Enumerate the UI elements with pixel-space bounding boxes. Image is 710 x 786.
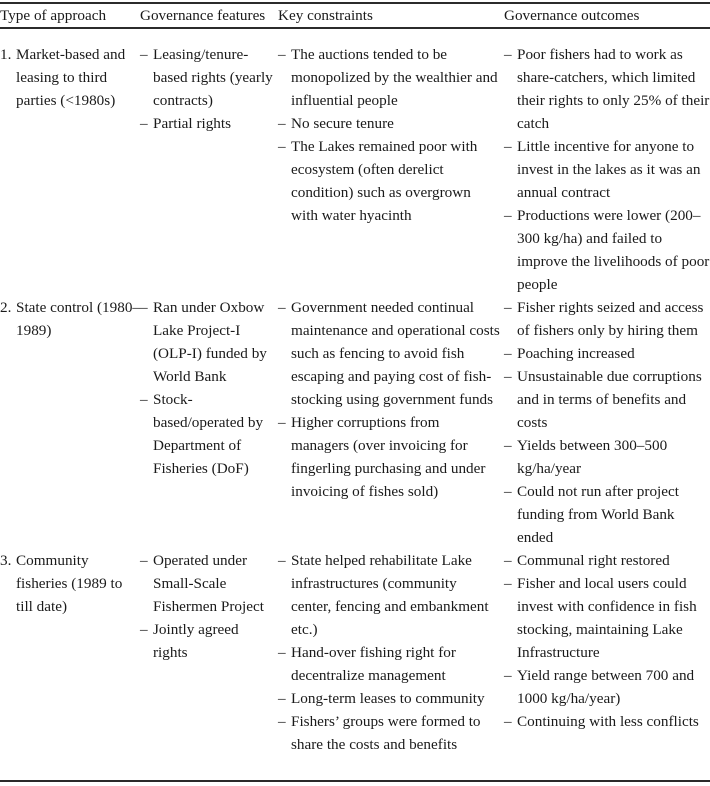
governance-approaches-body <box>0 29 710 756</box>
list-item-text: Government needed continual maintenance and operational costs such as fencing to avoid fish escaping and paying cost of fish-stocking using government funds <box>291 299 500 408</box>
cell-governance-outcomes <box>500 296 710 549</box>
approach-label: State control (1980–1989) <box>16 299 141 339</box>
dash-marker: – <box>504 713 512 730</box>
table-row <box>0 549 710 756</box>
dash-marker: – <box>504 46 512 63</box>
cell-type-of-approach <box>0 29 140 296</box>
list-item-text: Jointly agreed rights <box>153 621 239 661</box>
list-item <box>140 43 276 112</box>
list-item-text: Stock-based/operated by Department of Fisheries (DoF) <box>153 391 264 477</box>
list-item <box>278 710 500 756</box>
dash-marker: – <box>140 391 148 408</box>
governance-features-list <box>140 549 276 664</box>
row-number: 2. <box>0 299 12 316</box>
cell-type-of-approach <box>0 549 140 756</box>
governance-outcomes-list <box>504 549 710 733</box>
cell-key-constraints <box>276 549 500 756</box>
approach-label: Market-based and leasing to third parties (<1980s) <box>16 46 126 109</box>
column-header-key-constraints: Key constraints <box>278 7 373 24</box>
list-item <box>278 43 500 112</box>
dash-marker: – <box>278 414 286 431</box>
governance-outcomes-list <box>504 43 710 296</box>
key-constraints-list <box>278 43 500 227</box>
list-item <box>504 572 710 664</box>
list-item-text: The auctions tended to be monopolized by the wealthier and influential people <box>291 46 498 109</box>
row-number: 3. <box>0 552 12 569</box>
dash-marker: – <box>504 437 512 454</box>
list-item-text: Communal right restored <box>517 552 670 569</box>
dash-marker: – <box>140 299 148 316</box>
dash-marker: – <box>278 690 286 707</box>
governance-outcomes-list <box>504 296 710 549</box>
dash-marker: – <box>140 621 148 638</box>
list-item <box>0 296 140 342</box>
list-item <box>504 135 710 204</box>
table-bottom-rule <box>0 780 710 782</box>
column-header-governance-features: Governance features <box>140 7 266 24</box>
approach-numbered-item <box>0 549 140 618</box>
approach-numbered-item <box>0 296 140 342</box>
dash-marker: – <box>140 46 148 63</box>
dash-marker: – <box>278 299 286 316</box>
dash-marker: – <box>140 115 148 132</box>
table-header-row <box>0 4 710 27</box>
dash-marker: – <box>278 46 286 63</box>
list-item <box>504 710 710 733</box>
row-number: 1. <box>0 46 12 63</box>
list-item-text: Continuing with less conflicts <box>517 713 699 730</box>
list-item <box>278 687 500 710</box>
column-header-type-of-approach: Type of approach <box>0 7 107 24</box>
list-item <box>278 135 500 227</box>
approach-numbered-item <box>0 43 140 112</box>
table-row <box>0 29 710 296</box>
list-item-text: Yield range between 700 and 1000 kg/ha/year) <box>517 667 695 707</box>
list-item-text: State helped rehabilitate Lake infrastructures (community center, fencing and embankment etc.) <box>291 552 489 638</box>
dash-marker: – <box>278 115 286 132</box>
dash-marker: – <box>504 299 512 316</box>
list-item <box>0 549 140 618</box>
governance-table-container <box>0 2 710 786</box>
approach-label: Community fisheries (1989 to till date) <box>16 552 123 615</box>
list-item-text: Fisher rights seized and access of fishers only by hiring them <box>517 299 704 339</box>
list-item <box>504 480 710 549</box>
cell-governance-outcomes <box>500 549 710 756</box>
dash-marker: – <box>504 483 512 500</box>
cell-type-of-approach <box>0 296 140 549</box>
column-header-governance-outcomes: Governance outcomes <box>504 7 640 24</box>
dash-marker: – <box>504 667 512 684</box>
list-item-text: Partial rights <box>153 115 232 132</box>
list-item <box>278 112 500 135</box>
list-item <box>140 549 276 618</box>
list-item <box>504 365 710 434</box>
list-item-text: The Lakes remained poor with ecosystem (often derelict condition) such as overgrown with water hyacinth <box>291 138 478 224</box>
list-item <box>140 388 276 480</box>
list-item <box>504 43 710 135</box>
cell-key-constraints <box>276 296 500 549</box>
list-item <box>504 664 710 710</box>
list-item-text: Poaching increased <box>517 345 635 362</box>
governance-features-list <box>140 43 276 135</box>
list-item <box>140 618 276 664</box>
dash-marker: – <box>504 138 512 155</box>
dash-marker: – <box>278 138 286 155</box>
list-item <box>278 411 500 503</box>
list-item-text: Little incentive for anyone to invest in the lakes as it was an annual contract <box>517 138 701 201</box>
dash-marker: – <box>278 713 286 730</box>
cell-governance-features <box>140 29 276 296</box>
cell-key-constraints <box>276 29 500 296</box>
list-item-text: Ran under Oxbow Lake Project-I (OLP-I) funded by World Bank <box>153 299 267 385</box>
table-row <box>0 296 710 549</box>
list-item-text: Fisher and local users could invest with confidence in fish stocking, maintaining Lake Infrastructure <box>517 575 697 661</box>
list-item <box>140 112 276 135</box>
key-constraints-list <box>278 549 500 756</box>
list-item-text: Hand-over fishing right for decentralize management <box>291 644 456 684</box>
list-item <box>504 342 710 365</box>
dash-marker: – <box>504 575 512 592</box>
key-constraints-list <box>278 296 500 503</box>
dash-marker: – <box>504 345 512 362</box>
list-item-text: Fishers’ groups were formed to share the costs and benefits <box>291 713 481 753</box>
list-item <box>278 641 500 687</box>
dash-marker: – <box>278 644 286 661</box>
governance-features-list <box>140 296 276 480</box>
list-item-text: Unsustainable due corruptions and in terms of benefits and costs <box>517 368 702 431</box>
list-item <box>140 296 276 388</box>
dash-marker: – <box>504 207 512 224</box>
cell-governance-features <box>140 549 276 756</box>
list-item-text: Yields between 300–500 kg/ha/year <box>517 437 668 477</box>
list-item-text: Leasing/tenure-based rights (yearly contracts) <box>153 46 273 109</box>
cell-governance-outcomes <box>500 29 710 296</box>
list-item-text: Higher corruptions from managers (over invoicing for fingerling purchasing and under invoicing of fishes sold) <box>291 414 486 500</box>
list-item-text: Operated under Small-Scale Fishermen Project <box>153 552 264 615</box>
list-item <box>504 204 710 296</box>
list-item <box>504 549 710 572</box>
list-item-text: No secure tenure <box>291 115 394 132</box>
list-item-text: Long-term leases to community <box>291 690 485 707</box>
dash-marker: – <box>504 368 512 385</box>
list-item-text: Poor fishers had to work as share-catchers, which limited their rights to only 25% of their catch <box>517 46 710 132</box>
list-item-text: Could not run after project funding from World Bank ended <box>517 483 679 546</box>
governance-approaches-table <box>0 4 710 27</box>
list-item <box>504 296 710 342</box>
list-item-text: Productions were lower (200–300 kg/ha) and failed to improve the livelihoods of poor people <box>517 207 710 293</box>
dash-marker: – <box>278 552 286 569</box>
cell-governance-features <box>140 296 276 549</box>
list-item <box>278 549 500 641</box>
list-item <box>0 43 140 112</box>
dash-marker: – <box>504 552 512 569</box>
list-item <box>504 434 710 480</box>
dash-marker: – <box>140 552 148 569</box>
list-item <box>278 296 500 411</box>
